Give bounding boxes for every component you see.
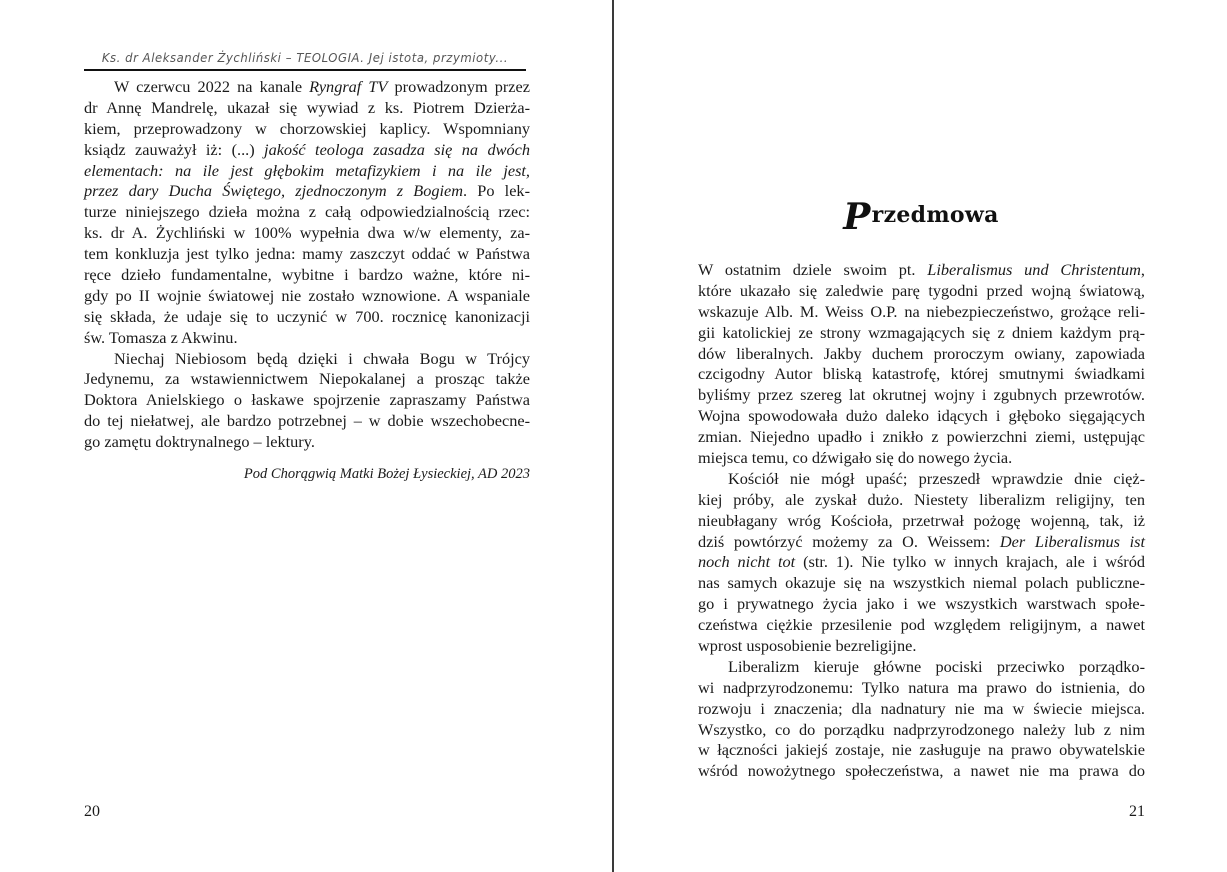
title-rest: rzedmowa [871, 202, 999, 228]
text-line [698, 573, 1145, 594]
text-run: które ukazało się zaledwie parę tygodni przed wojną światową, [698, 280, 1145, 300]
text-line [698, 281, 1145, 302]
text-run: św. Tomasza z Akwinu. [84, 327, 238, 347]
text-line [698, 615, 1145, 636]
text-run: wprost usposobienie bezreligijne. [698, 636, 917, 656]
text-run: wśród nowożytnego społeczeństwa, a nawet nie ma prawa do [698, 761, 1145, 781]
italic-run: Der Liberalismus ist [999, 531, 1145, 551]
text-line [698, 699, 1145, 720]
text-line [84, 181, 530, 202]
text-line [698, 448, 1145, 469]
text-line [84, 223, 530, 244]
text-line [698, 511, 1145, 532]
text-line [84, 119, 530, 140]
text-run: turze niniejszego dzieła można z całą odpowiedzialnością rzec: [84, 202, 530, 222]
title-initial: P [843, 196, 871, 238]
text-line [698, 469, 1145, 490]
text-line [84, 202, 530, 223]
text-run: , [1140, 260, 1145, 279]
italic-run: Ryngraf TV [309, 77, 388, 96]
text-run: Liberalizm kieruje główne pociski przeciwko porządko- [728, 656, 1145, 676]
text-line [84, 286, 530, 307]
left-page [0, 0, 613, 872]
text-run: (str. 1). Nie tylko w innych krajach, ale i wśród [795, 552, 1145, 572]
text-line [84, 140, 530, 161]
page-number: 21 [1129, 803, 1145, 820]
page-number: 20 [84, 803, 100, 820]
text-line [698, 406, 1145, 427]
text-run: . Po lek- [463, 181, 530, 201]
text-run: wi nadprzyrodzonemu: Tylko natura ma prawo do istnienia, do [698, 677, 1145, 697]
foreword-text [84, 77, 530, 453]
text-line [698, 657, 1145, 678]
text-line [84, 369, 530, 390]
text-run: nieubłagany wróg Kościoła, przetrwał pożogę wojenną, tak, iż [698, 510, 1145, 530]
text-run: kiem, przeprowadzony w chorzowskiej kaplicy. Wspomniany [84, 118, 530, 138]
text-line [698, 552, 1145, 573]
text-line [698, 740, 1145, 761]
text-line [84, 98, 530, 119]
text-run: tem konkluzja jest tylko jedna: mamy zaszczyt oddać w Państwa [84, 244, 530, 264]
text-line [698, 532, 1145, 553]
text-line [698, 323, 1145, 344]
page-gutter-divider [612, 0, 614, 872]
italic-run: noch nicht tot [698, 552, 796, 572]
text-run: do tej niełatwej, ale bardzo potrzebnej – w dobie wszechobecne- [84, 411, 530, 431]
text-run: Wojna spowodowała dużo daleko idących i głęboko sięgających [698, 406, 1145, 426]
text-run: Niechaj Niebiosom będą dzięki i chwała Bogu w Trójcy [114, 348, 530, 368]
text-run: gdy po II wojnie światowej nie zostało wznowione. A wspaniale [84, 285, 530, 305]
text-run: byliśmy przez szereg lat okrutnej wojny i zgubnych przewrotów. [698, 385, 1145, 405]
text-run: dów liberalnych. Jakby duchem proroczym owiany, zapowiada [698, 343, 1145, 363]
text-run: W czerwcu 2022 na kanale [114, 77, 310, 96]
text-line [84, 307, 530, 328]
text-run: wskazuje Alb. M. Weiss O.P. na niebezpieczeństwo, grożące reli- [698, 301, 1145, 321]
text-run: czeństwa ciężkie przesilenie pod względem religijnym, a nawet [698, 615, 1145, 635]
text-line [698, 364, 1145, 385]
text-run: dr Annę Mandrelę, ukazał się wywiad z ks. Piotrem Dzierża- [84, 97, 530, 117]
text-line [698, 761, 1145, 782]
signature-line: Pod Chorągwią Matki Bożej Łysieckiej, AD 2023 [243, 466, 530, 482]
text-run: się składa, że udaje się to uczynić w 700. rocznicę kanonizacji [84, 306, 530, 326]
text-run: gii katolickiej ze strony wzmagających się z dniem każdym prą- [698, 322, 1145, 342]
chapter-title [615, 196, 1227, 238]
text-line [698, 302, 1145, 323]
text-run: Wszystko, co do porządku nadprzyrodzonego należy lub z nim [698, 719, 1145, 739]
running-head: Ks. dr Aleksander Żychliński – TEOLOGIA. Jej istota, przymioty... [101, 50, 509, 65]
text-line [84, 349, 530, 370]
text-line [698, 720, 1145, 741]
text-run: Kościół nie mógł upaść; przeszedł wprawdzie dnie cięż- [728, 468, 1145, 488]
text-line [698, 594, 1145, 615]
text-line [84, 432, 530, 453]
text-run: Jedynemu, za wstawiennictwem Niepokalanej a prosząc także [84, 369, 530, 389]
text-line [698, 260, 1145, 281]
text-run: w łączności jakiejś zostaje, nie zasługuje na prawo obywatelskie [698, 740, 1145, 760]
italic-run: elementach: na ile jest głębokim metafizykiem i na ile jest, [84, 160, 530, 180]
running-head-rule [84, 69, 526, 71]
text-run: kiej próby, ale zyskał dużo. Niestety liberalizm religijny, ten [698, 489, 1145, 509]
text-run: prowadzonym przez [387, 77, 530, 96]
italic-run: jakość teologa zasadza się na dwóch [264, 139, 530, 159]
text-line [698, 490, 1145, 511]
text-run: ręce dzieło fundamentalne, wybitne i bardzo ważne, które ni- [84, 265, 530, 285]
italic-run: Liberalismus und Christentum [927, 260, 1141, 279]
text-run: ksiądz zauważył iż: (...) [84, 139, 265, 159]
text-line [698, 385, 1145, 406]
text-run: go zamętu doktrynalnego – lektury. [84, 432, 315, 452]
text-line [84, 390, 530, 411]
italic-run: przez dary Ducha Świętego, zjednoczonym z Bogiem [84, 181, 464, 201]
text-line [84, 328, 530, 349]
text-run: Doktora Anielskiego o łaskawe spojrzenie zapraszamy Państwa [84, 390, 530, 410]
text-line [698, 427, 1145, 448]
text-line [698, 636, 1145, 657]
text-run: go i prywatnego życia jako i we wszystkich warstwach społe- [698, 594, 1145, 614]
text-run: nas samych okazuje się na wszystkich niemal polach publiczne- [698, 573, 1145, 593]
text-line [84, 244, 530, 265]
text-run: czcigodny Autor bliską katastrofę, której smutnymi świadkami [698, 364, 1145, 384]
text-line [84, 161, 530, 182]
right-page [615, 0, 1227, 872]
text-line [84, 265, 530, 286]
text-run: zmian. Niejedno upadło i znikło z powierzchni ziemi, ustępując [698, 427, 1145, 447]
text-line [84, 411, 530, 432]
text-run: W ostatnim dziele swoim pt. [698, 260, 928, 279]
text-run: dziś powtórzyć możemy za O. Weissem: [698, 531, 1000, 551]
text-line [698, 344, 1145, 365]
text-line [698, 678, 1145, 699]
text-line [84, 77, 530, 98]
text-run: rozwoju i znaczenia; dla nadnatury nie ma w świecie miejsca. [698, 698, 1145, 718]
text-run: miejsca temu, co dźwigało się do nowego życia. [698, 448, 1013, 468]
preface-text [698, 260, 1145, 782]
text-run: ks. dr A. Żychliński w 100% wypełnia dwa w/w elementy, za- [84, 223, 530, 243]
